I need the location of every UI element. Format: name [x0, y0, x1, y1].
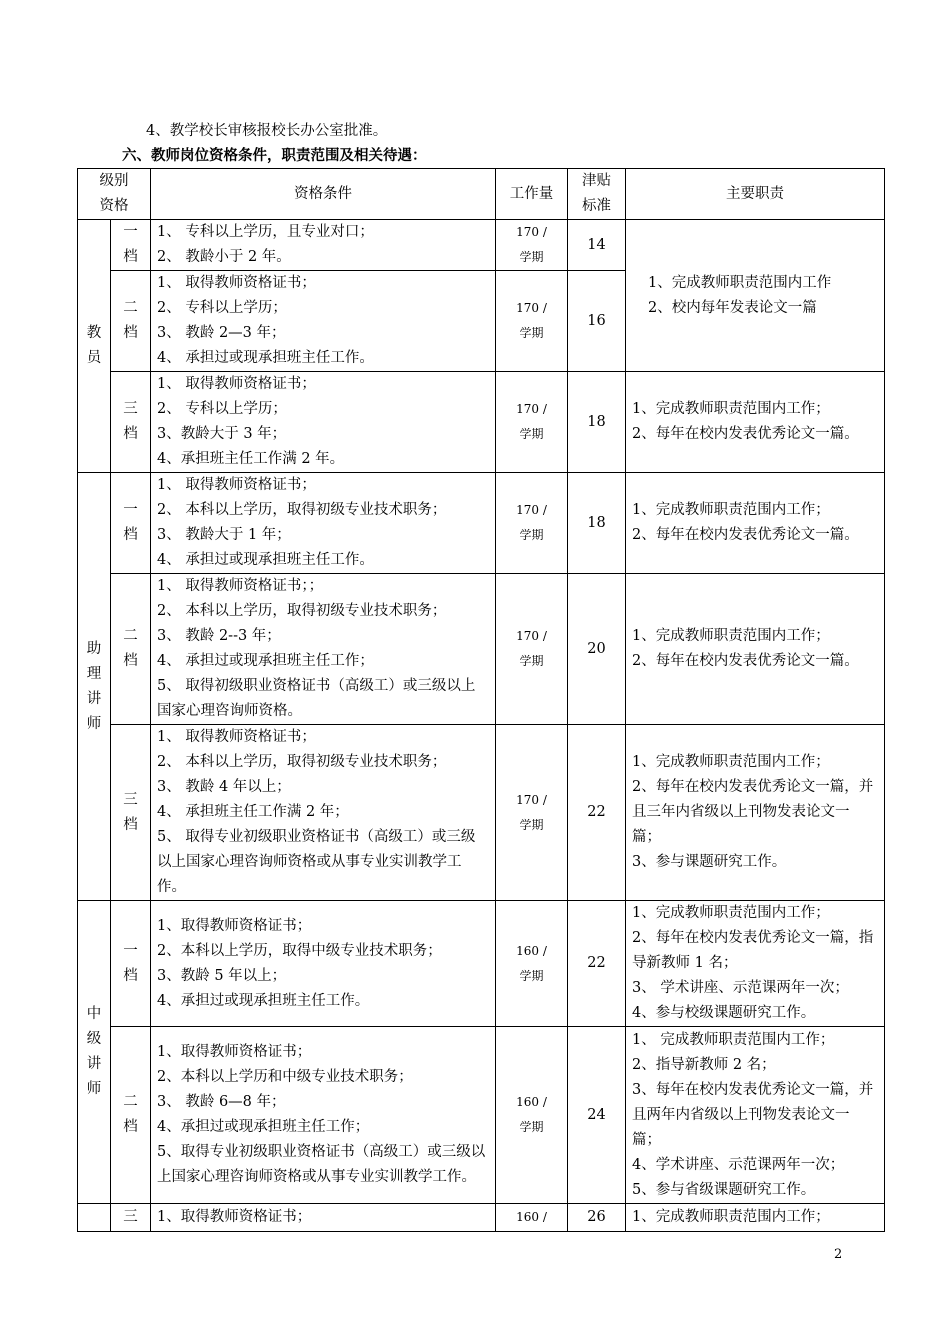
qualification-cell [151, 1027, 496, 1204]
qualification-cell [151, 901, 496, 1027]
allowance-cell: 16 [568, 271, 626, 372]
qualification-item: 3、 教龄大于 1 年； [157, 527, 291, 543]
duty-item: 3、参与课题研究工作。 [632, 854, 787, 870]
allowance-cell: 18 [568, 473, 626, 574]
duty-item: 2、每年在校内发表优秀论文一篇，并且三年内省级以上刊物发表论文一篇； [632, 779, 874, 845]
workload-line: 170 / [516, 402, 547, 416]
workload-line: 160 / [516, 1095, 547, 1109]
header-duties: 主要职责 [626, 169, 885, 220]
workload-line: 学期 [519, 326, 544, 340]
qualification-item: 3、 教龄 4 年以上； [157, 779, 291, 795]
level-cell [111, 271, 151, 372]
level-label: 一档 [123, 502, 138, 543]
duty-item: 4、学术讲座、示范课两年一次； [632, 1156, 845, 1173]
allowance-cell: 24 [568, 1027, 626, 1204]
level-label: 一档 [123, 224, 138, 265]
qualification-item: 2、 专科以上学历； [157, 401, 287, 417]
level-label: 三档 [123, 791, 138, 833]
qualification-item: 3、教龄大于 3 年； [157, 426, 287, 442]
qualification-item: 3、 教龄 2—3 年； [157, 325, 286, 341]
header-allowance-line-1: 津贴 [582, 173, 611, 189]
workload-cell [496, 1204, 568, 1232]
table-row [78, 1204, 885, 1232]
qualification-cell [151, 473, 496, 574]
header-grade-line-2: 资格 [99, 198, 129, 214]
workload-cell [496, 1027, 568, 1204]
group-name: 助理讲师 [86, 640, 102, 732]
workload-line: 160 / [516, 943, 547, 958]
header-allowance-line-2: 标准 [582, 198, 611, 214]
qualification-cell [151, 725, 496, 901]
qualification-item: 1、 取得教师资格证书； [157, 477, 316, 493]
qualification-item: 4、承担过或现承担班主任工作。 [157, 992, 370, 1009]
duty-item: 1、 完成教师职责范围内工作； [632, 1031, 835, 1048]
workload-line: 学期 [519, 427, 544, 441]
qualification-item: 2、本科以上学历，取得中级专业技术职务； [157, 942, 442, 959]
duty-item: 2、校内每年发表论文一篇 [648, 299, 817, 316]
qualification-item: 2、 专科以上学历； [157, 300, 287, 316]
level-label: 三 [123, 1209, 138, 1225]
qualification-item: 5、取得专业初级职业资格证书（高级工）或三级以上国家心理咨询师资格或从事专业实训教学工作。 [157, 1144, 486, 1185]
level-label: 一档 [123, 942, 138, 984]
duty-item: 1、完成教师职责范围内工作； [632, 628, 830, 644]
duties-cell [626, 372, 885, 473]
qualification-cell [151, 271, 496, 372]
duty-item: 2、每年在校内发表优秀论文一篇。 [632, 426, 859, 442]
qualification-item: 3、教龄 5 年以上； [157, 967, 287, 984]
qualification-item: 2、 本科以上学历，取得初级专业技术职务； [157, 603, 447, 619]
workload-line: 学期 [519, 528, 544, 542]
qualification-item: 1、取得教师资格证书； [157, 1044, 312, 1060]
header-allowance [568, 169, 626, 220]
table-row [78, 1027, 885, 1204]
duty-item: 1、完成教师职责范围内工作 [648, 274, 832, 291]
duty-item: 1、完成教师职责范围内工作； [632, 905, 830, 921]
workload-cell [496, 220, 568, 271]
qualification-item: 4、 承担过或现承担班主任工作。 [157, 552, 374, 568]
workload-cell [496, 271, 568, 372]
table-row [78, 725, 885, 901]
header-workload: 工作量 [496, 169, 568, 220]
duties-cell [626, 574, 885, 725]
duty-item: 3、每年在校内发表优秀论文一篇，并且两年内省级以上刊物发表论文一篇； [632, 1081, 874, 1148]
qualification-item: 3、 教龄 6—8 年； [157, 1094, 286, 1110]
workload-cell [496, 901, 568, 1027]
duties-cell [626, 1204, 885, 1232]
qualification-cell [151, 372, 496, 473]
level-cell [111, 574, 151, 725]
group-name-cell [78, 220, 111, 473]
workload-line: 170 / [516, 301, 547, 315]
qualification-item: 4、 承担班主任工作满 2 年； [157, 804, 349, 820]
duty-item: 1、完成教师职责范围内工作； [632, 754, 830, 770]
qualification-item: 4、 承担过或现承担班主任工作。 [157, 350, 374, 366]
workload-cell [496, 574, 568, 725]
qualification-item: 1、 专科以上学历，且专业对口； [157, 224, 374, 240]
qualification-item: 4、承担过或现承担班主任工作； [157, 1119, 370, 1135]
level-cell [111, 473, 151, 574]
level-cell [111, 1204, 151, 1232]
qualification-item: 2、 本科以上学历，取得初级专业技术职务； [157, 754, 447, 770]
workload-line: 学期 [519, 1120, 544, 1134]
intro-line: 4、教学校长审核报校长办公室批准。 [146, 123, 388, 139]
qualification-item: 1、 取得教师资格证书；； [157, 578, 324, 594]
qualification-item: 1、 取得教师资格证书； [157, 729, 316, 745]
workload-line: 170 / [516, 225, 547, 239]
duties-cell [626, 901, 885, 1027]
qualification-item: 1、 取得教师资格证书； [157, 376, 316, 392]
duties-cell [626, 1027, 885, 1204]
level-label: 二档 [123, 1094, 138, 1135]
qualification-item: 5、 取得专业初级职业资格证书（高级工）或三级以上国家心理咨询师资格或从事专业实训教学工作。 [157, 829, 476, 895]
allowance-cell: 18 [568, 372, 626, 473]
level-label: 三档 [123, 401, 138, 442]
group-name-cell [78, 473, 111, 901]
workload-line: 170 / [516, 503, 547, 517]
workload-cell [496, 473, 568, 574]
allowance-cell: 22 [568, 725, 626, 901]
qualification-item: 4、承担班主任工作满 2 年。 [157, 451, 345, 467]
level-cell [111, 725, 151, 901]
qualification-cell [151, 574, 496, 725]
duty-item: 1、完成教师职责范围内工作； [632, 502, 830, 518]
duties-cell [626, 725, 885, 901]
qualification-cell [151, 220, 496, 271]
group-name-cell-empty [78, 1204, 111, 1232]
qualification-item: 2、 本科以上学历，取得初级专业技术职务； [157, 502, 447, 518]
header-grade-line-1: 级别 [99, 173, 129, 189]
level-cell [111, 220, 151, 271]
qualification-item: 5、 取得初级职业资格证书（高级工）或三级以上国家心理咨询师资格。 [157, 678, 476, 719]
level-cell [111, 901, 151, 1027]
duty-item: 2、指导新教师 2 名； [632, 1056, 776, 1073]
group-name: 中级讲师 [86, 1006, 102, 1097]
allowance-cell: 14 [568, 220, 626, 271]
group-name: 教员 [86, 325, 102, 366]
qualification-table [77, 168, 885, 1232]
workload-cell [496, 725, 568, 901]
duty-item: 1、完成教师职责范围内工作； [632, 1209, 830, 1225]
qualification-item: 1、 取得教师资格证书； [157, 275, 316, 291]
qualification-item: 2、本科以上学历和中级专业技术职务； [157, 1069, 413, 1085]
level-label: 二档 [123, 628, 138, 669]
workload-line: 160 / [516, 1210, 547, 1224]
qualification-item: 1、取得教师资格证书； [157, 917, 312, 934]
workload-line: 学期 [519, 250, 544, 264]
qualification-item: 4、 承担过或现承担班主任工作； [157, 653, 374, 669]
workload-cell [496, 372, 568, 473]
qualification-cell [151, 1204, 496, 1232]
duty-item: 4、参与校级课题研究工作。 [632, 1005, 816, 1021]
table-row [78, 574, 885, 725]
workload-line: 170 / [516, 792, 547, 807]
duty-item: 2、每年在校内发表优秀论文一篇。 [632, 527, 859, 543]
duty-item: 2、每年在校内发表优秀论文一篇。 [632, 653, 859, 669]
duty-item: 5、参与省级课题研究工作。 [632, 1181, 816, 1198]
duties-cell [626, 220, 885, 372]
workload-line: 学期 [519, 817, 544, 832]
level-label: 二档 [123, 300, 138, 341]
table-row [78, 901, 885, 1027]
allowance-cell: 22 [568, 901, 626, 1027]
duty-item: 1、完成教师职责范围内工作； [632, 401, 830, 417]
qualification-item: 3、 教龄 2--3 年； [157, 628, 281, 644]
duties-cell [626, 473, 885, 574]
workload-line: 学期 [519, 654, 544, 668]
allowance-cell: 26 [568, 1204, 626, 1232]
group-name-cell [78, 901, 111, 1204]
workload-line: 学期 [519, 968, 544, 983]
table-row [78, 473, 885, 574]
qualification-item: 2、 教龄小于 2 年。 [157, 249, 291, 265]
page-number: 2 [834, 1247, 843, 1262]
header-qualification: 资格条件 [151, 169, 496, 220]
section-heading: 六、教师岗位资格条件，职责范围及相关待遇： [122, 147, 427, 164]
header-grade-level [78, 169, 151, 220]
table-row [78, 372, 885, 473]
duty-item: 2、每年在校内发表优秀论文一篇，指导新教师 1 名； [632, 930, 874, 971]
workload-line: 170 / [516, 629, 547, 643]
duty-item: 3、 学术讲座、示范课两年一次； [632, 980, 849, 996]
qualification-item: 1、取得教师资格证书； [157, 1209, 312, 1225]
level-cell [111, 372, 151, 473]
allowance-cell: 20 [568, 574, 626, 725]
table-row [78, 220, 885, 271]
level-cell [111, 1027, 151, 1204]
table-header-row [78, 169, 885, 220]
